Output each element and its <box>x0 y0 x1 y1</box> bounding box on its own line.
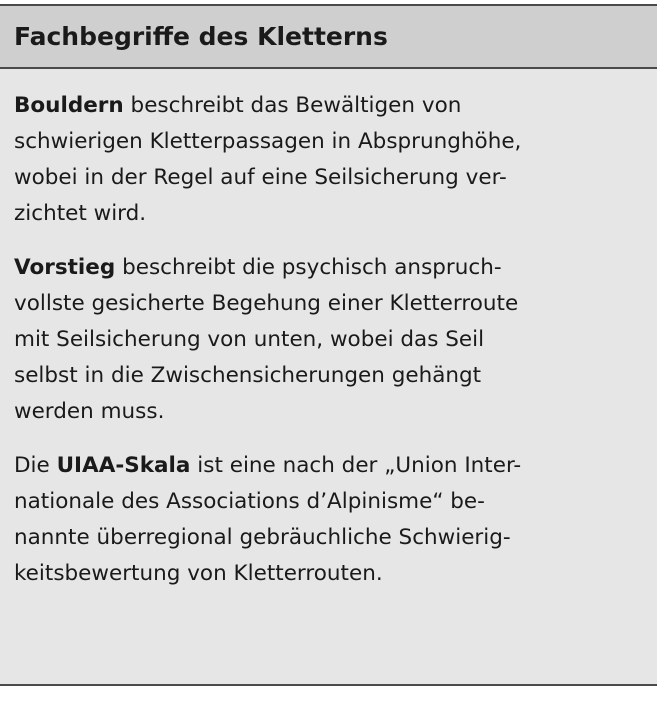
term-vorstieg: Vorstieg <box>14 255 116 280</box>
text-line-prefix: Die <box>14 453 57 478</box>
term-bouldern: Bouldern <box>14 93 124 118</box>
text-line: vollste gesicherte Begehung einer Kletterroute <box>14 291 519 316</box>
paragraph-bouldern <box>14 88 634 232</box>
glossary-box <box>0 4 657 686</box>
text-line: zichtet wird. <box>14 201 147 226</box>
text-line <box>14 250 634 286</box>
text-line: werden muss. <box>14 399 165 424</box>
text-line-segment: beschreibt das Bewältigen von <box>123 93 462 118</box>
text-line <box>14 448 634 484</box>
bottom-rule <box>0 684 657 686</box>
text-line: mit Seilsicherung von unten, wobei das Seil <box>14 327 485 352</box>
text-line <box>14 88 634 124</box>
text-line-segment: beschreibt die psychisch anspruch- <box>115 255 502 280</box>
text-line: wobei in der Regel auf eine Seilsicherung ver- <box>14 165 507 190</box>
glossary-content <box>14 88 634 610</box>
text-line: schwierigen Kletterpassagen in Absprunghöhe, <box>14 129 522 154</box>
header-divider <box>0 67 657 69</box>
text-line: selbst in die Zwischensicherungen gehängt <box>14 363 482 388</box>
term-uiaa-skala: UIAA-Skala <box>56 453 191 478</box>
text-line: keitsbewertung von Kletterrouten. <box>14 561 383 586</box>
text-line: nationale des Associations d’Alpinisme“ be- <box>14 489 485 514</box>
box-title: Fachbegriffe des Kletterns <box>14 22 388 51</box>
text-line-segment: ist eine nach der „Union Inter- <box>190 453 522 478</box>
text-line: nannte überregional gebräuchliche Schwierig- <box>14 525 511 550</box>
paragraph-uiaa-skala <box>14 448 634 592</box>
paragraph-vorstieg <box>14 250 634 430</box>
